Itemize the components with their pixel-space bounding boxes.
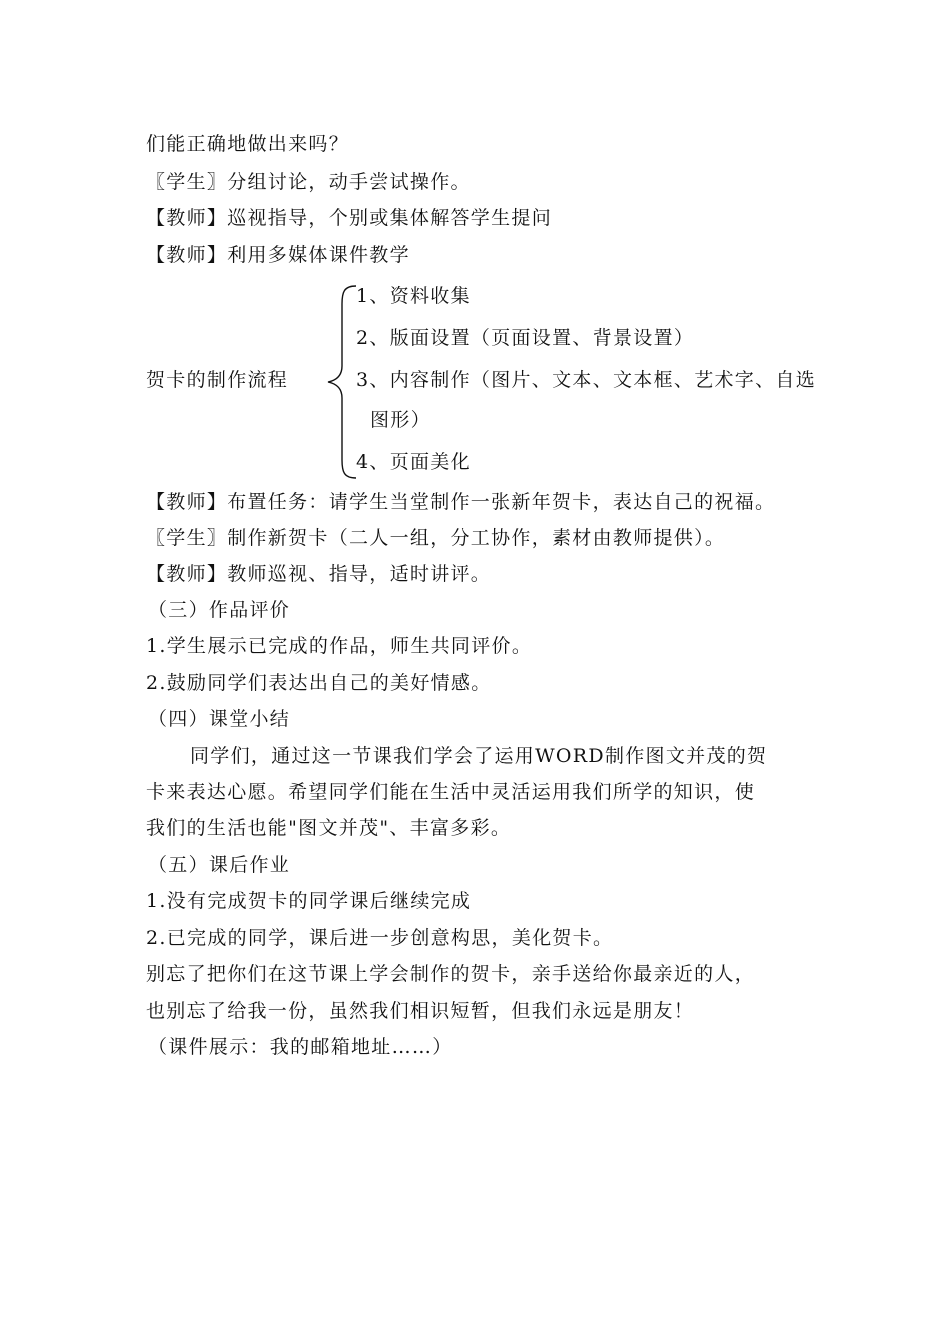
text-line: 1.学生展示已完成的作品，师生共同评价。 [146, 635, 533, 657]
text-line: 别忘了把你们在这节课上学会制作的贺卡，亲手送给你最亲近的人， [146, 963, 756, 985]
text-line: 2.鼓励同学们表达出自己的美好情感。 [146, 672, 492, 694]
text-line: 卡来表达心愿。希望同学们能在生活中灵活运用我们所学的知识，使 [146, 781, 756, 803]
section-heading: （五）课后作业 [148, 854, 291, 876]
text-line: 我们的生活也能"图文并茂"、丰富多彩。 [146, 817, 512, 839]
flow-step: 2、版面设置（页面设置、背景设置） [356, 327, 695, 349]
flow-label: 贺卡的制作流程 [146, 369, 289, 391]
text-line: 【教师】利用多媒体课件教学 [146, 244, 410, 266]
text-line: （课件展示：我的邮箱地址……） [148, 1036, 453, 1058]
flow-step: 1、资料收集 [356, 285, 471, 307]
section-heading: （四）课堂小结 [148, 708, 291, 730]
flow-step: 4、页面美化 [356, 451, 471, 473]
text-line: 们能正确地做出来吗？ [146, 133, 350, 155]
text-line: 2.已完成的同学，课后进一步创意构思，美化贺卡。 [146, 927, 614, 949]
section-heading: （三）作品评价 [148, 599, 291, 621]
text-line: 1.没有完成贺卡的同学课后继续完成 [146, 890, 472, 912]
text-line: 【教师】巡视指导，个别或集体解答学生提问 [146, 207, 553, 229]
text-line: 【教师】教师巡视、指导，适时讲评。 [146, 563, 492, 585]
text-line: 也别忘了给我一份，虽然我们相识短暂，但我们永远是朋友！ [146, 1000, 695, 1022]
text-line: 【教师】布置任务：请学生当堂制作一张新年贺卡，表达自己的祝福。 [146, 491, 776, 513]
text-line: 同学们，通过这一节课我们学会了运用WORD制作图文并茂的贺 [190, 745, 768, 767]
flow-step: 3、内容制作（图片、文本、文本框、艺术字、自选 [356, 369, 816, 391]
flow-step: 图形） [370, 409, 431, 431]
text-line: 〖学生〗制作新贺卡（二人一组，分工协作，素材由教师提供）。 [146, 527, 726, 549]
text-line: 〖学生〗分组讨论，动手尝试操作。 [146, 171, 471, 193]
